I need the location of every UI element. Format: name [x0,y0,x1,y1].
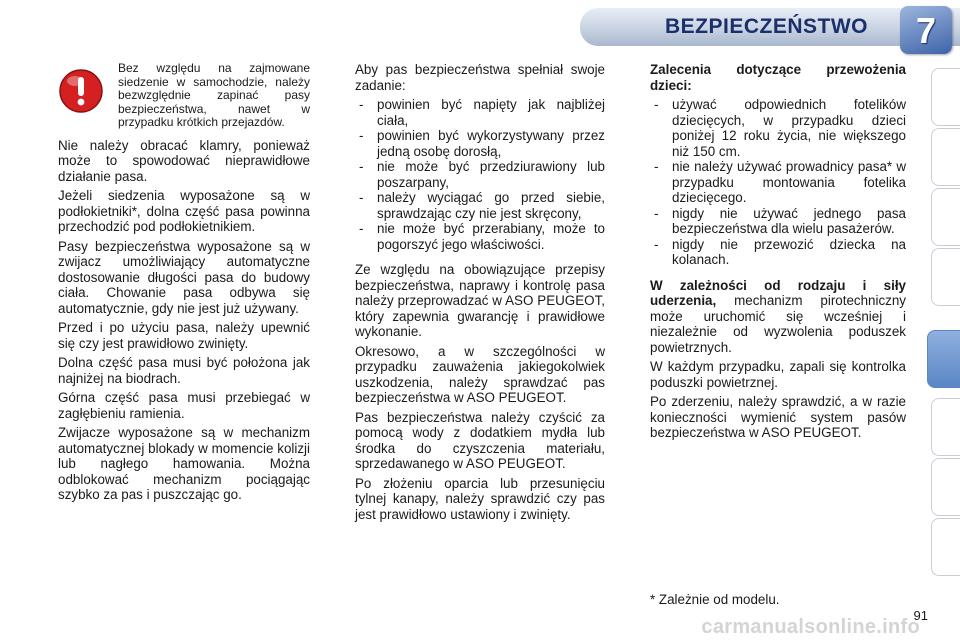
column-left [58,62,310,507]
chapter-tab-7-active[interactable] [927,330,960,388]
list-item: - nigdy nie przewozić dziecka na kolanach. [650,237,906,268]
paragraph: Po złożeniu oparcia lub przesunięciu tylnej kanapy, należy sprawdzić czy pas jest prawidłowo ustawiony i zwinięty. [355,475,605,522]
list-item: - powinien być napięty jak najbliżej ciała, [355,97,605,128]
child-transport-list [650,97,906,268]
paragraph: Okresowo, a w szczególności w przypadku zauważenia jakiegokolwiek uszkodzenia, należy sprawdzać pas bezpieczeństwa w ASO PEUGEOT. [355,343,605,405]
chapter-tabs [926,68,960,578]
page-number: 91 [913,608,928,623]
paragraph-rest: mechanizm pirotechniczny może uruchomić się wcześniej i niezależnie od wyzwolenia poduszek powietrznych. [650,293,906,355]
column-right [650,62,906,445]
list-item: - nigdy nie używać jednego pasa bezpieczeństwa dla wielu pasażerów. [650,206,906,237]
belt-requirements-list [355,97,605,252]
warning-text: Bez względu na zajmowane siedzenie w samochodzie, należy bezwzględnie zapinać pasy bezpieczeństwa, nawet w przypadku krótkich przejazdów. [118,61,310,129]
paragraph: Górna część pasa musi przebiegać w zagłębieniu ramienia. [58,390,310,421]
list-item: - powinien być wykorzystywany przez jedną osobę dorosłą, [355,128,605,159]
paragraph: Pasy bezpieczeństwa wyposażone są w zwijacz umożliwiający automatyczne dostosowanie długości pasa do budowy ciała. Chowanie pasa odbywa się automatycznie, gdy nie jest już używany. [58,238,310,316]
chapter-tab-3[interactable] [931,188,960,246]
list-item: - nie może być przedziurawiony lub poszarpany, [355,159,605,190]
chapter-tab-4[interactable] [931,248,960,306]
paragraph: Zwijacze wyposażone są w mechanizm automatycznej blokady w momencie kolizji lub nagłego hamowania. Można odblokować mechanizm pociągając szybko za pas i puszczając go. [58,425,310,502]
chapter-tab-10[interactable] [931,518,960,576]
list-intro: Aby pas bezpieczeństwa spełniał swoje zadanie: [355,62,605,93]
list-item: - nie może być przerabiany, może to pogorszyć jego właściwości. [355,221,605,252]
paragraph: Nie należy obracać klamry, ponieważ może to spowodować nieprawidłowe działanie pasa. [58,137,310,184]
chapter-tab-2[interactable] [931,128,960,186]
list-item: - należy wyciągać go przed siebie, sprawdzając czy nie jest skręcony, [355,190,605,221]
list-item: - nie należy używać prowadnicy pasa* w przypadku montowania fotelika dziecięcego. [650,159,906,206]
paragraph: Ze względu na obowiązujące przepisy bezpieczeństwa, naprawy i kontrolę pasa należy przeprowadzać w ASO PEUGEOT, który zapewnia gwarancję i prawidłowe wykonanie. [355,262,605,339]
chapter-tab-9[interactable] [931,458,960,516]
page-title: BEZPIECZEŃSTWO [664,15,868,38]
column-middle [355,62,605,526]
paragraph: Dolna część pasa musi być położona jak najniżej na biodrach. [58,355,310,386]
paragraph: Pas bezpieczeństwa należy czyścić za pomocą wody z dodatkiem mydła lub środka do czyszczenia materiału, sprzedawanego w ASO PEUGEOT. [355,409,605,471]
paragraph: W każdym przypadku, zapali się kontrolka poduszki powietrznej. [650,359,906,390]
chapter-tab-1[interactable] [931,68,960,126]
paragraph: Po zderzeniu, należy sprawdzić, a w razie konieczności wymienić system pasów bezpieczeństwa w ASO PEUGEOT. [650,394,906,440]
chapter-number: 7 [915,10,937,51]
footnote: * Zależnie od modelu. [650,592,780,607]
chapter-badge [900,6,952,54]
section-heading: Zalecenia dotyczące przewożenia dzieci: [650,62,906,93]
watermark: carmanualsonline.info [701,616,920,638]
paragraph: Jeżeli siedzenia wyposażone są w podłokietniki*, dolna część pasa powinna przechodzić pod podłokietnikiem. [58,188,310,234]
list-item: - używać odpowiednich fotelików dziecięcych, w przypadku dzieci poniżej 12 roku życia, nie większego niż 150 cm. [650,97,906,159]
chapter-header [560,0,960,58]
warning-exclamation-icon [58,68,104,114]
paragraph-pretensioner [650,278,906,356]
chapter-tab-8[interactable] [931,398,960,456]
paragraph: Przed i po użyciu pasa, należy upewnić się czy jest prawidłowo zwinięty. [58,320,310,351]
bold-lead: W zależności od rodzaju i siły uderzenia, [650,277,906,308]
warning-block [58,62,310,130]
